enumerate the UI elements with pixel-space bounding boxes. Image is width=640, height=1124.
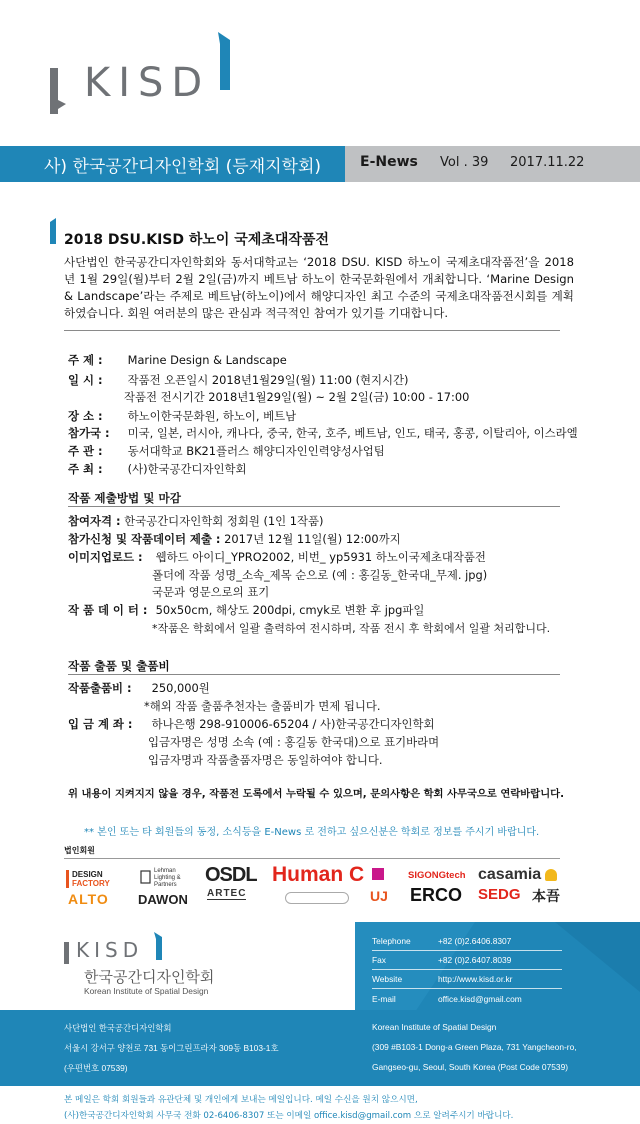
footer-phone: +82 (0)2.6406.8307 xyxy=(438,936,512,946)
data-value-2: *작품은 학회에서 일괄 출력하여 전시하며, 작품 전시 후 학회에서 일괄 처리합니다. xyxy=(152,622,551,635)
submission-rule xyxy=(68,506,560,507)
info-country xyxy=(68,425,578,441)
logo-sedg: SEDG xyxy=(478,886,521,903)
logo-erco: ERCO xyxy=(410,885,463,905)
logo-sigongtech: SIGONGtech xyxy=(408,870,466,881)
sponsor-label: 법인회원 xyxy=(64,846,95,855)
eligibility-value: 한국공간디자인학회 정회원 (1인 1작품) xyxy=(124,514,324,528)
kisd-logo xyxy=(40,30,250,120)
footer-addr-en-3: Gangseo-gu, Seoul, South Korea (Post Code 07539) xyxy=(372,1062,569,1072)
fee-label: 작품출품비 : xyxy=(68,681,132,695)
footer-addr-ko-2: 서울시 강서구 양천로 731 동이그린프라자 309동 B103-1호 xyxy=(64,1043,279,1053)
info-theme xyxy=(68,352,287,368)
info-place xyxy=(68,408,296,424)
footer-wordmark: KISD xyxy=(76,938,144,962)
tip-text: ** 본인 또는 타 회원들의 동정, 소식등을 E-News 로 전하고 싶으신분은 학회로 정보를 주시기 바랍니다. xyxy=(84,827,540,838)
footer-web-label: Website xyxy=(372,974,403,984)
fee-title: 작품 출품 및 출품비 xyxy=(68,659,170,673)
upload-label: 이미지업로드 : xyxy=(68,550,143,564)
submission-apply xyxy=(68,531,401,547)
info-host-value: (사)한국공간디자인학회 xyxy=(127,462,247,476)
account-value-1: 하나은행 298-910006-65204 / 사)한국공간디자인학회 xyxy=(151,717,435,731)
logo-design-factory-line1: DESIGN xyxy=(72,870,103,879)
footer-rule-1 xyxy=(372,950,562,951)
logo-osdl: OSDL xyxy=(205,864,257,886)
title-bracket-icon xyxy=(46,216,62,246)
data-value-1: 50x50cm, 해상도 200dpi, cmyk로 변환 후 jpg파일 xyxy=(155,603,425,617)
info-date xyxy=(68,372,409,388)
logo-casamia: casamia xyxy=(478,866,542,883)
logo-alto: ALTO xyxy=(68,891,109,907)
logo-humanc: Human C xyxy=(272,863,365,886)
logo-lehman-line3: Partners xyxy=(154,882,177,888)
info-place-value: 하노이한국문화원, 하노이, 베트남 xyxy=(127,409,297,423)
fee-amount xyxy=(68,680,210,696)
upload-value-3: 국문과 영문으로의 표기 xyxy=(152,585,270,599)
submission-title: 작품 제출방법 및 마감 xyxy=(68,491,181,505)
info-date-value-1: 작품전 오픈일시 2018년1월29일(월) 11:00 (현지시간) xyxy=(127,373,409,387)
info-organizer-label: 주 관 : xyxy=(68,444,103,458)
submission-eligibility xyxy=(68,513,323,529)
notice-text: 위 내용이 지켜지지 않을 경우, 작품전 도록에서 누락될 수 있으며, 문의사항은 학회 사무국으로 연락바랍니다. xyxy=(68,788,564,800)
unsubscribe-note xyxy=(64,1092,513,1124)
logo-design-factory-line2: FACTORY xyxy=(72,879,110,888)
divider xyxy=(64,330,560,331)
upload-value-1: 웹하드 아이디_YPRO2002, 비번_ yp5931 하노이국제초대작품전 xyxy=(155,550,486,564)
casamia-icon xyxy=(545,869,557,881)
footer-name-ko: 한국공간디자인학회 xyxy=(84,968,215,986)
footer-addr-en-2: (309 #B103-1 Dong-a Green Plaza, 731 Yangcheon-ro, xyxy=(372,1042,577,1052)
logo-dawon: DAWON xyxy=(138,892,188,907)
footer-name-en: Korean Institute of Spatial Design xyxy=(84,986,209,996)
logo-lehman-line2: Lighting & xyxy=(154,875,181,881)
logo-artec: ARTEC xyxy=(207,888,247,899)
info-date-label: 일 시 : xyxy=(68,373,103,387)
info-organizer-value: 동서대학교 BK21플러스 해양디자인인력양성사업팀 xyxy=(127,444,385,458)
upload-value-2: 폴더에 작품 성명_소속_제목 순으로 (예 : 홍길동_한국대_무제. jpg) xyxy=(152,568,488,582)
eligibility-label: 참여자격 : xyxy=(68,514,121,528)
info-theme-value: Marine Design & Landscape xyxy=(127,353,287,367)
footer-addr-ko-3: (우편번호 07539) xyxy=(64,1063,128,1073)
header-enews: E-News xyxy=(360,154,418,170)
fee-account xyxy=(68,716,435,732)
article-title: 2018 DSU.KISD 하노이 국제초대작품전 xyxy=(64,232,329,248)
sponsor-rule xyxy=(64,858,560,859)
footer-addr-en-1: Korean Institute of Spatial Design xyxy=(372,1022,497,1032)
apply-label: 참가신청 및 작품데이터 제출 : xyxy=(68,532,221,546)
fee-note: *해외 작품 출품추천자는 출품비가 면제 됩니다. xyxy=(144,699,381,713)
data-label: 작 품 데 이 터 : xyxy=(68,603,148,617)
info-date-value-2: 작품전 전시기간 2018년1월29일(월) ~ 2월 2일(금) 10:00 - 17:00 xyxy=(124,390,470,404)
article-intro: 사단법인 한국공간디자인학회와 동서대학교는 ‘2018 DSU. KISD 하노이 국제초대작품전’을 2018년 1월 29일(월)부터 2월 2일(금)까지 베트남 하노이 한국문화원에서 개최합니다. ‘Marine Design & Landscape’라는 주제로 베트남(하노이)에서 해양디자인 최고 수준의 국제초대작품전시회를 계획하였습니다. 회원 여러분의 많은 관심과 적극적인 참여가 있기를 기대합니다. xyxy=(64,255,574,320)
logo-uj: UJ xyxy=(370,888,388,904)
footer-fax: +82 (0)2.6407.8039 xyxy=(438,955,512,965)
submission-upload xyxy=(68,549,486,565)
logo-oval xyxy=(285,892,349,904)
fee-value: 250,000원 xyxy=(151,681,210,695)
account-value-3: 입금자명과 작품출품자명은 동일하여야 합니다. xyxy=(148,753,383,767)
footer-website-link[interactable]: http://www.kisd.or.kr xyxy=(438,974,513,984)
logo-lehman xyxy=(140,868,181,889)
info-country-label: 참가국 : xyxy=(68,426,110,440)
footer-rule-2 xyxy=(372,969,562,970)
footer-fax-label: Fax xyxy=(372,955,386,965)
info-organizer xyxy=(68,443,385,459)
footer-rule-3 xyxy=(372,988,562,989)
logo-wordmark: KISD xyxy=(84,60,211,106)
fee-rule xyxy=(68,674,560,675)
unsubscribe-line-1: 본 메일은 학회 회원들과 유관단체 및 개인에게 보내는 메일입니다. 메일 수신을 원치 않으시면, xyxy=(64,1095,418,1105)
unsubscribe-line-2: (사)한국공간디자인학회 사무국 전화 02-6406-8307 또는 이메일 office.kisd@gmail.com 으로 알려주시기 바랍니다. xyxy=(64,1111,514,1121)
info-place-label: 장 소 : xyxy=(68,409,103,423)
logo-lehman-line1: Lehman xyxy=(154,868,176,874)
footer-email-link[interactable]: office.kisd@gmail.com xyxy=(438,994,522,1004)
info-host-label: 주 최 : xyxy=(68,462,103,476)
logo-small-square xyxy=(372,868,384,880)
submission-data xyxy=(68,602,424,618)
account-label: 입 금 계 좌 : xyxy=(68,717,133,731)
apply-value: 2017년 12월 11일(월) 12:00까지 xyxy=(224,532,401,546)
footer-addr-ko-1: 사단법인 한국공간디자인학회 xyxy=(64,1023,172,1033)
header-date: 2017.11.22 xyxy=(510,155,585,170)
info-theme-label: 주 제 : xyxy=(68,353,103,367)
lehman-icon xyxy=(140,870,152,884)
footer-phone-label: Telephone xyxy=(372,936,411,946)
info-country-value: 미국, 일본, 러시아, 캐나다, 중국, 한국, 호주, 베트남, 인도, 태국, 홍콩, 이탈리아, 이스라엘 xyxy=(127,426,578,440)
logo-bonoh: 本吾 xyxy=(532,889,560,905)
footer-kisd-logo xyxy=(58,928,258,998)
header-org-name: 사) 한국공간디자인학회 (등재지학회) xyxy=(44,157,322,177)
logo-design-factory xyxy=(66,870,110,888)
info-host xyxy=(68,461,247,477)
header-volume: Vol . 39 xyxy=(440,155,489,170)
account-value-2: 입금자명은 성명 소속 (예 : 홍길동 한국대)으로 표기바라며 xyxy=(148,735,440,749)
footer-email-label: E-mail xyxy=(372,994,396,1004)
